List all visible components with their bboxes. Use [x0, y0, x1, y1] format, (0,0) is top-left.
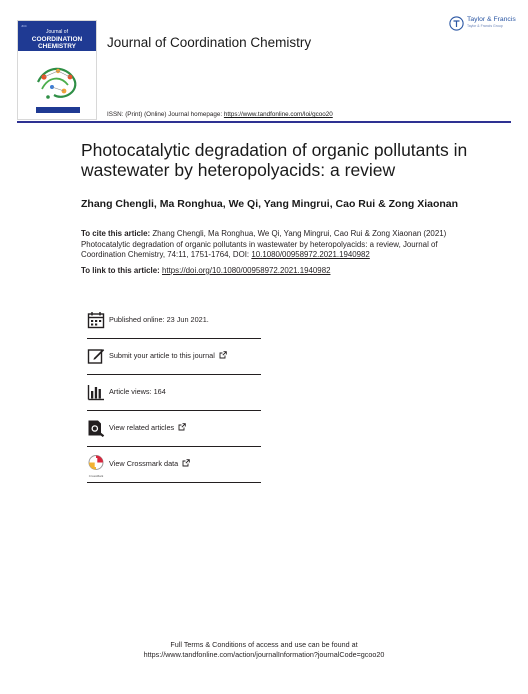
cover-title-line2: COORDINATION: [31, 36, 83, 43]
related-label: View related articles: [109, 423, 175, 432]
external-link-icon: [182, 459, 190, 467]
cover-title-line3: CHEMISTRY: [37, 43, 77, 50]
crossmark-badge-label: CrossMark: [88, 474, 104, 478]
article-authors: Zhang Chengli, Ma Ronghua, We Qi, Yang Mingrui, Cao Rui & Zong Xiaonan: [81, 198, 459, 210]
article-doi-url[interactable]: https://doi.org/10.1080/00958972.2021.1940982: [161, 266, 331, 275]
cover-banner: [18, 21, 96, 51]
cover-molecule-art: [28, 57, 88, 107]
info-divider: [87, 482, 261, 483]
publisher-subtitle: Taylor & Francis Group: [467, 24, 503, 28]
cite-text: Zhang Chengli, Ma Ronghua, We Qi, Yang Mingrui, Cao Rui & Zong Xiaonan (2021) Photocatalytic degradation of organic pollutants in wastewater by heteropolyacids: a review, Journal of Coordination Chemistry, 74:11, 1751-1764, DOI:: [81, 229, 447, 259]
footer-terms-link[interactable]: https://www.tandfonline.com/action/journalInformation?journalCode=gcoo20: [143, 649, 385, 659]
edit-icon: [87, 347, 105, 365]
published-date: Published online: 23 Jun 2021.: [109, 315, 209, 324]
cover-small-text: JCC: [21, 24, 27, 28]
publisher-name: Taylor & Francis: [467, 16, 516, 23]
footer: [0, 640, 528, 659]
search-docs-icon: [87, 419, 105, 437]
footer-terms-text: Full Terms & Conditions of access and use can be found at: [170, 640, 358, 649]
journal-homepage-link[interactable]: https://www.tandfonline.com/loi/gcoo20: [223, 111, 333, 118]
views-row: [87, 374, 261, 410]
external-link-icon: [219, 351, 227, 359]
cover-title: [18, 29, 96, 50]
issn-label: ISSN: (Print) (Online) Journal homepage:: [107, 111, 223, 118]
related-row[interactable]: [87, 410, 261, 446]
link-label: To link to this article:: [81, 266, 160, 275]
crossmark-icon: [87, 455, 105, 477]
article-views: Article views: 164: [109, 387, 166, 396]
cover-publisher-bar: [36, 107, 80, 113]
article-link-block: [81, 266, 330, 275]
crossmark-row[interactable]: [87, 446, 261, 482]
cite-label: To cite this article:: [81, 229, 151, 238]
crossmark-link[interactable]: [109, 459, 190, 468]
submit-article-link[interactable]: [109, 351, 227, 360]
submit-label: Submit your article to this journal: [109, 351, 215, 360]
bar-chart-icon: [87, 383, 105, 401]
doi-link[interactable]: 10.1080/00958972.2021.1940982: [251, 250, 370, 259]
taylor-francis-logo: [449, 16, 464, 31]
published-row: [87, 302, 261, 338]
crossmark-label: View Crossmark data: [109, 459, 179, 468]
related-articles-link[interactable]: [109, 423, 186, 432]
header-divider: [17, 121, 511, 123]
article-title: Photocatalytic degradation of organic pollutants in wastewater by heteropolyacids: a review: [81, 140, 468, 180]
issn-line: [107, 111, 333, 118]
citation-block: [81, 229, 481, 261]
external-link-icon: [178, 423, 186, 431]
submit-row[interactable]: [87, 338, 261, 374]
cover-title-line1: Journal of: [46, 29, 68, 35]
crossmark-badge-art: [87, 455, 105, 470]
journal-title[interactable]: Journal of Coordination Chemistry: [107, 35, 312, 50]
calendar-icon: [87, 311, 105, 329]
journal-cover: [17, 20, 97, 120]
